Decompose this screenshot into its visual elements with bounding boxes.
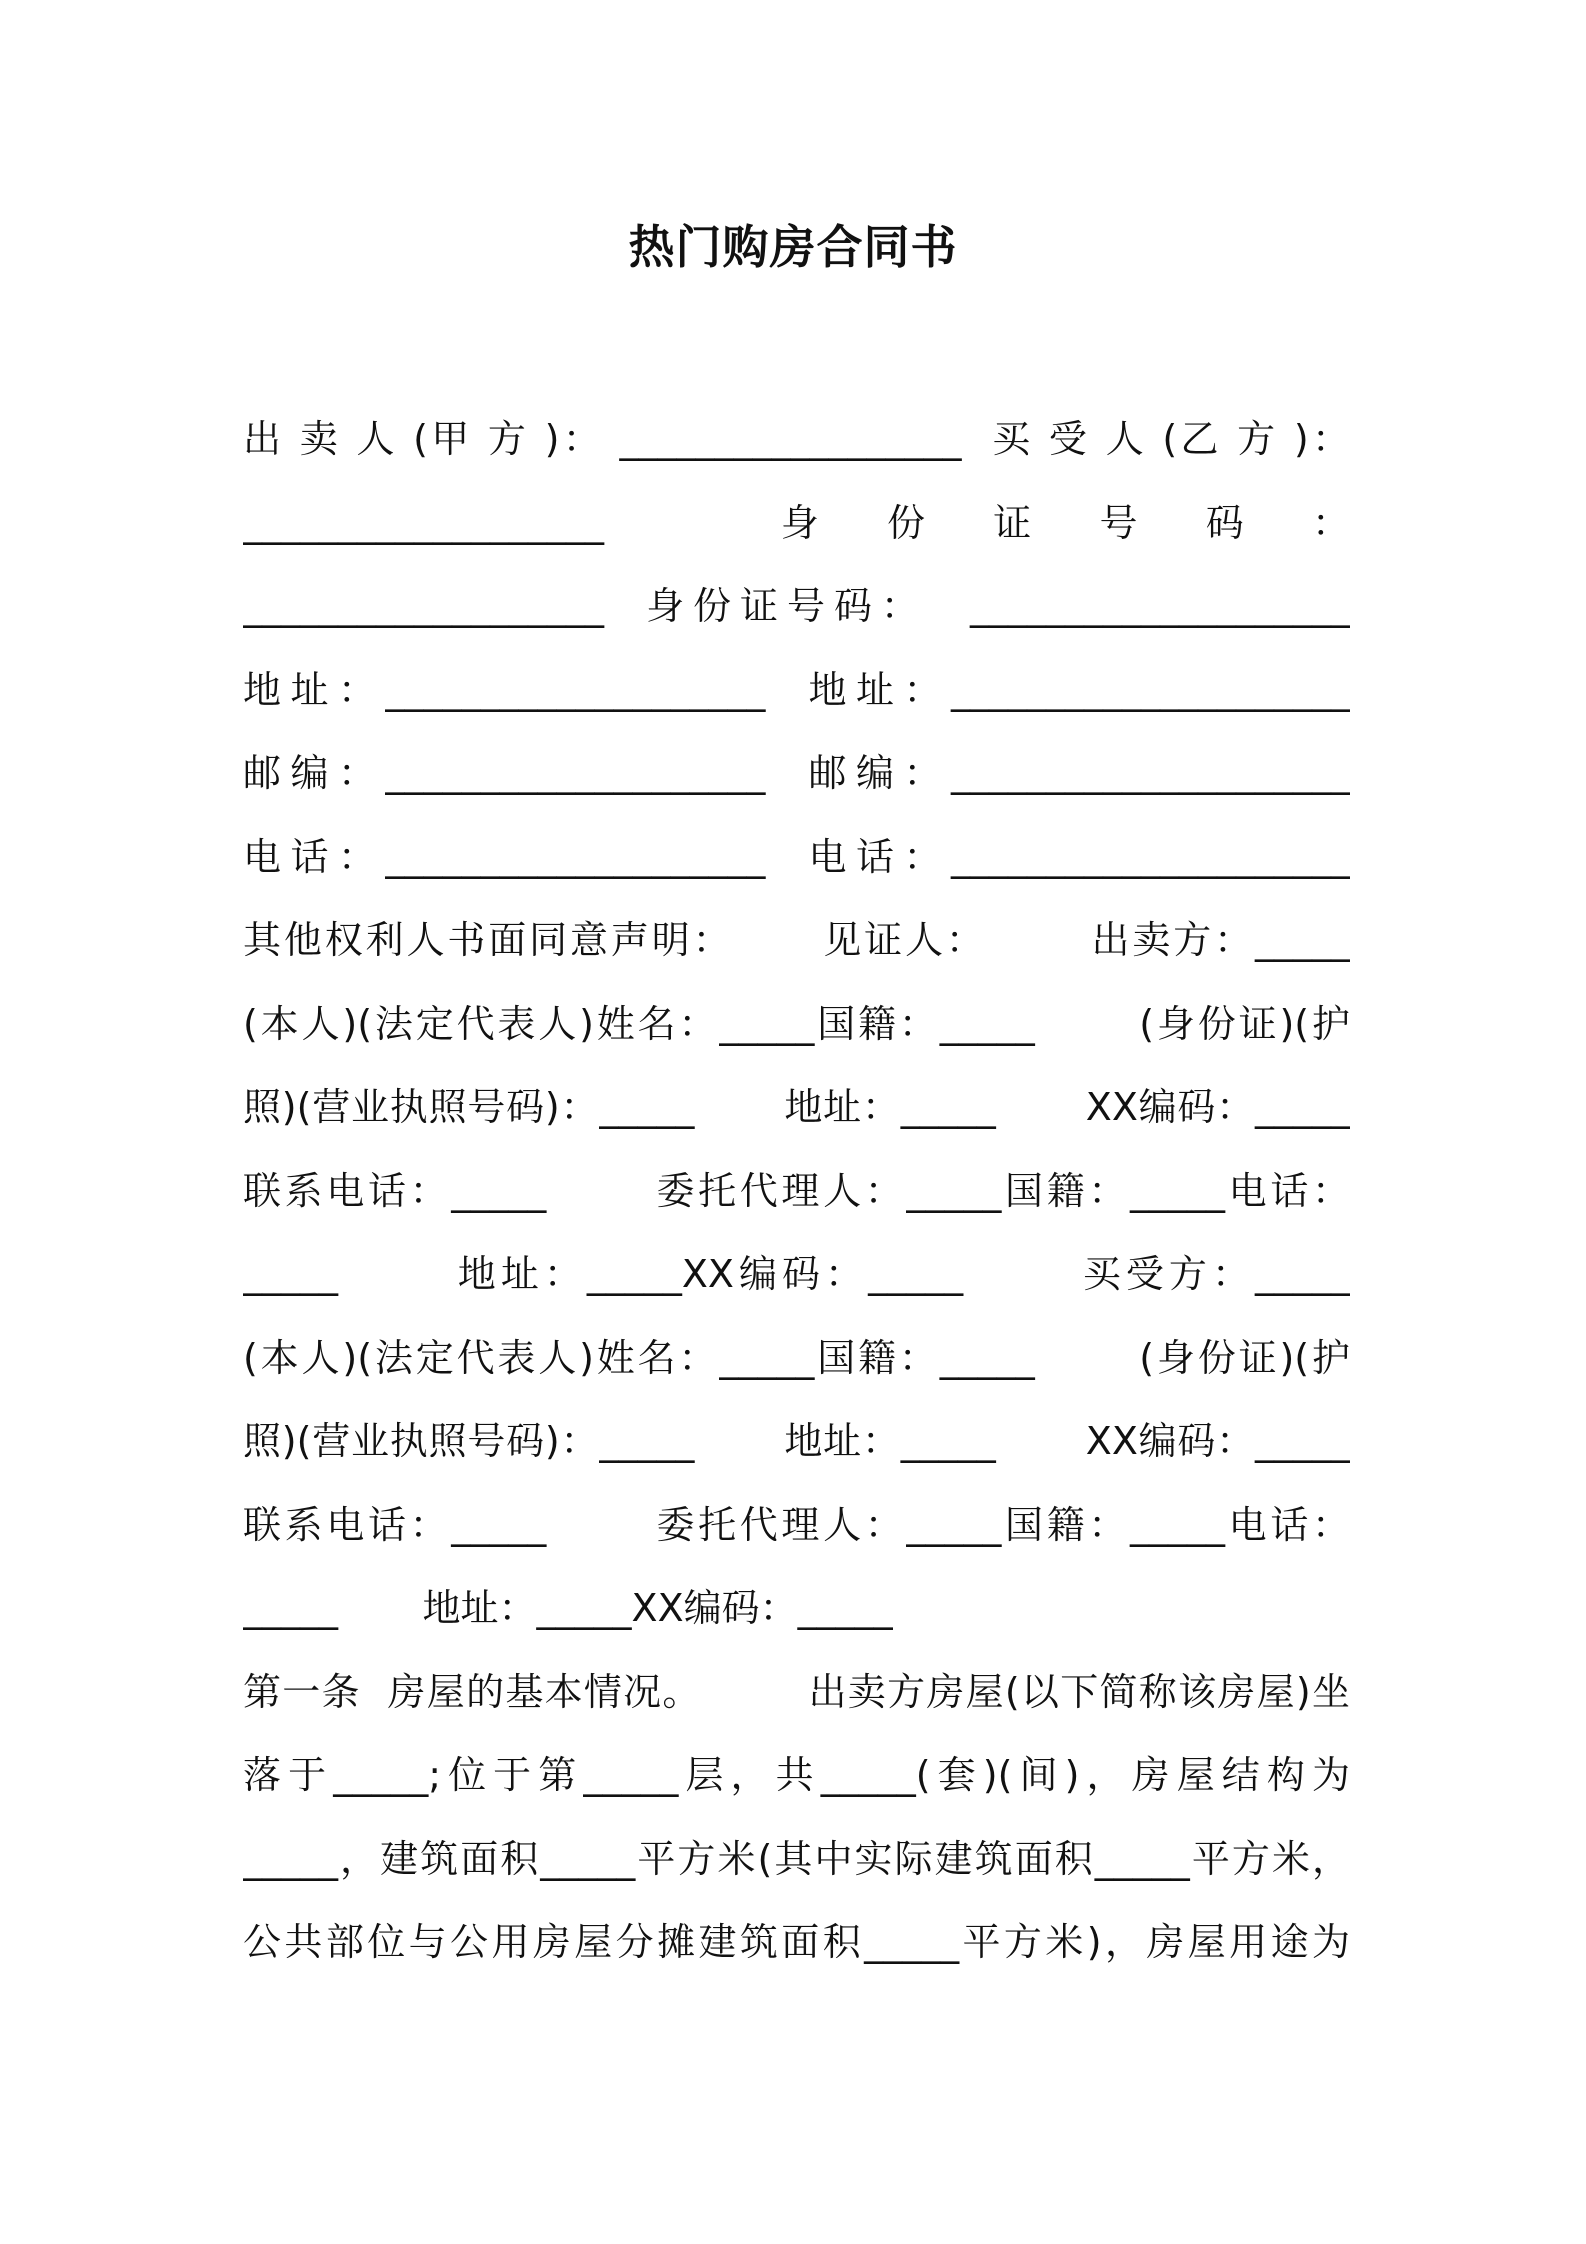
text-line: (本人)(法定代表人)姓名：_____国籍：_____ (身份证)(护 [243,1001,1350,1046]
text-line: 第一条 房屋的基本情况。 出卖方房屋(以下简称该房屋)坐 [243,1669,1350,1714]
text-line: 邮编：____________________ 邮编：_____________________ [243,751,1350,795]
text-line: 出 卖 人 (甲 方 )： __________________ 买 受 人 (乙 方 )： [243,417,1350,461]
text-line: 联系电话：_____ 委托代理人：_____国籍：_____电话： [243,1502,1350,1547]
text-line: 电话：____________________ 电话：_____________________ [243,834,1350,879]
text-line: 联系电话：_____ 委托代理人：_____国籍：_____电话： [243,1168,1350,1213]
text-line: 其他权利人书面同意声明： 见证人： 出卖方：_____ [243,918,1350,962]
text-line: (本人)(法定代表人)姓名：_____国籍：_____ (身份证)(护 [243,1335,1350,1380]
document-title: 热门购房合同书 [628,220,958,274]
contract-body [243,398,1350,1985]
text-line: _____ 地址：_____XX编码：_____ 买受方：_____ [243,1252,1350,1296]
text-line: 照)(营业执照号码)：_____ 地址：_____ XX编码：_____ [243,1419,1350,1463]
text-line: 地址：____________________ 地址：_____________________ [243,667,1350,712]
text-line: 落于_____;位于第_____层，共_____(套)(间)，房屋结构为 [243,1753,1350,1797]
text-line: _____，建筑面积_____平方米(其中实际建筑面积_____平方米， [243,1836,1350,1881]
text-line: ___________________ 身份证号码： ____________________ [243,584,1350,628]
text-line: 照)(营业执照号码)：_____ 地址：_____ XX编码：_____ [243,1085,1350,1129]
text-line: ___________________ 身 份 证 号 码 ： [243,500,1350,545]
text-line: 公共部位与公用房屋分摊建筑面积_____平方米)，房屋用途为 [243,1920,1350,1964]
text-line: _____ 地址：_____XX编码：_____ [243,1586,893,1630]
